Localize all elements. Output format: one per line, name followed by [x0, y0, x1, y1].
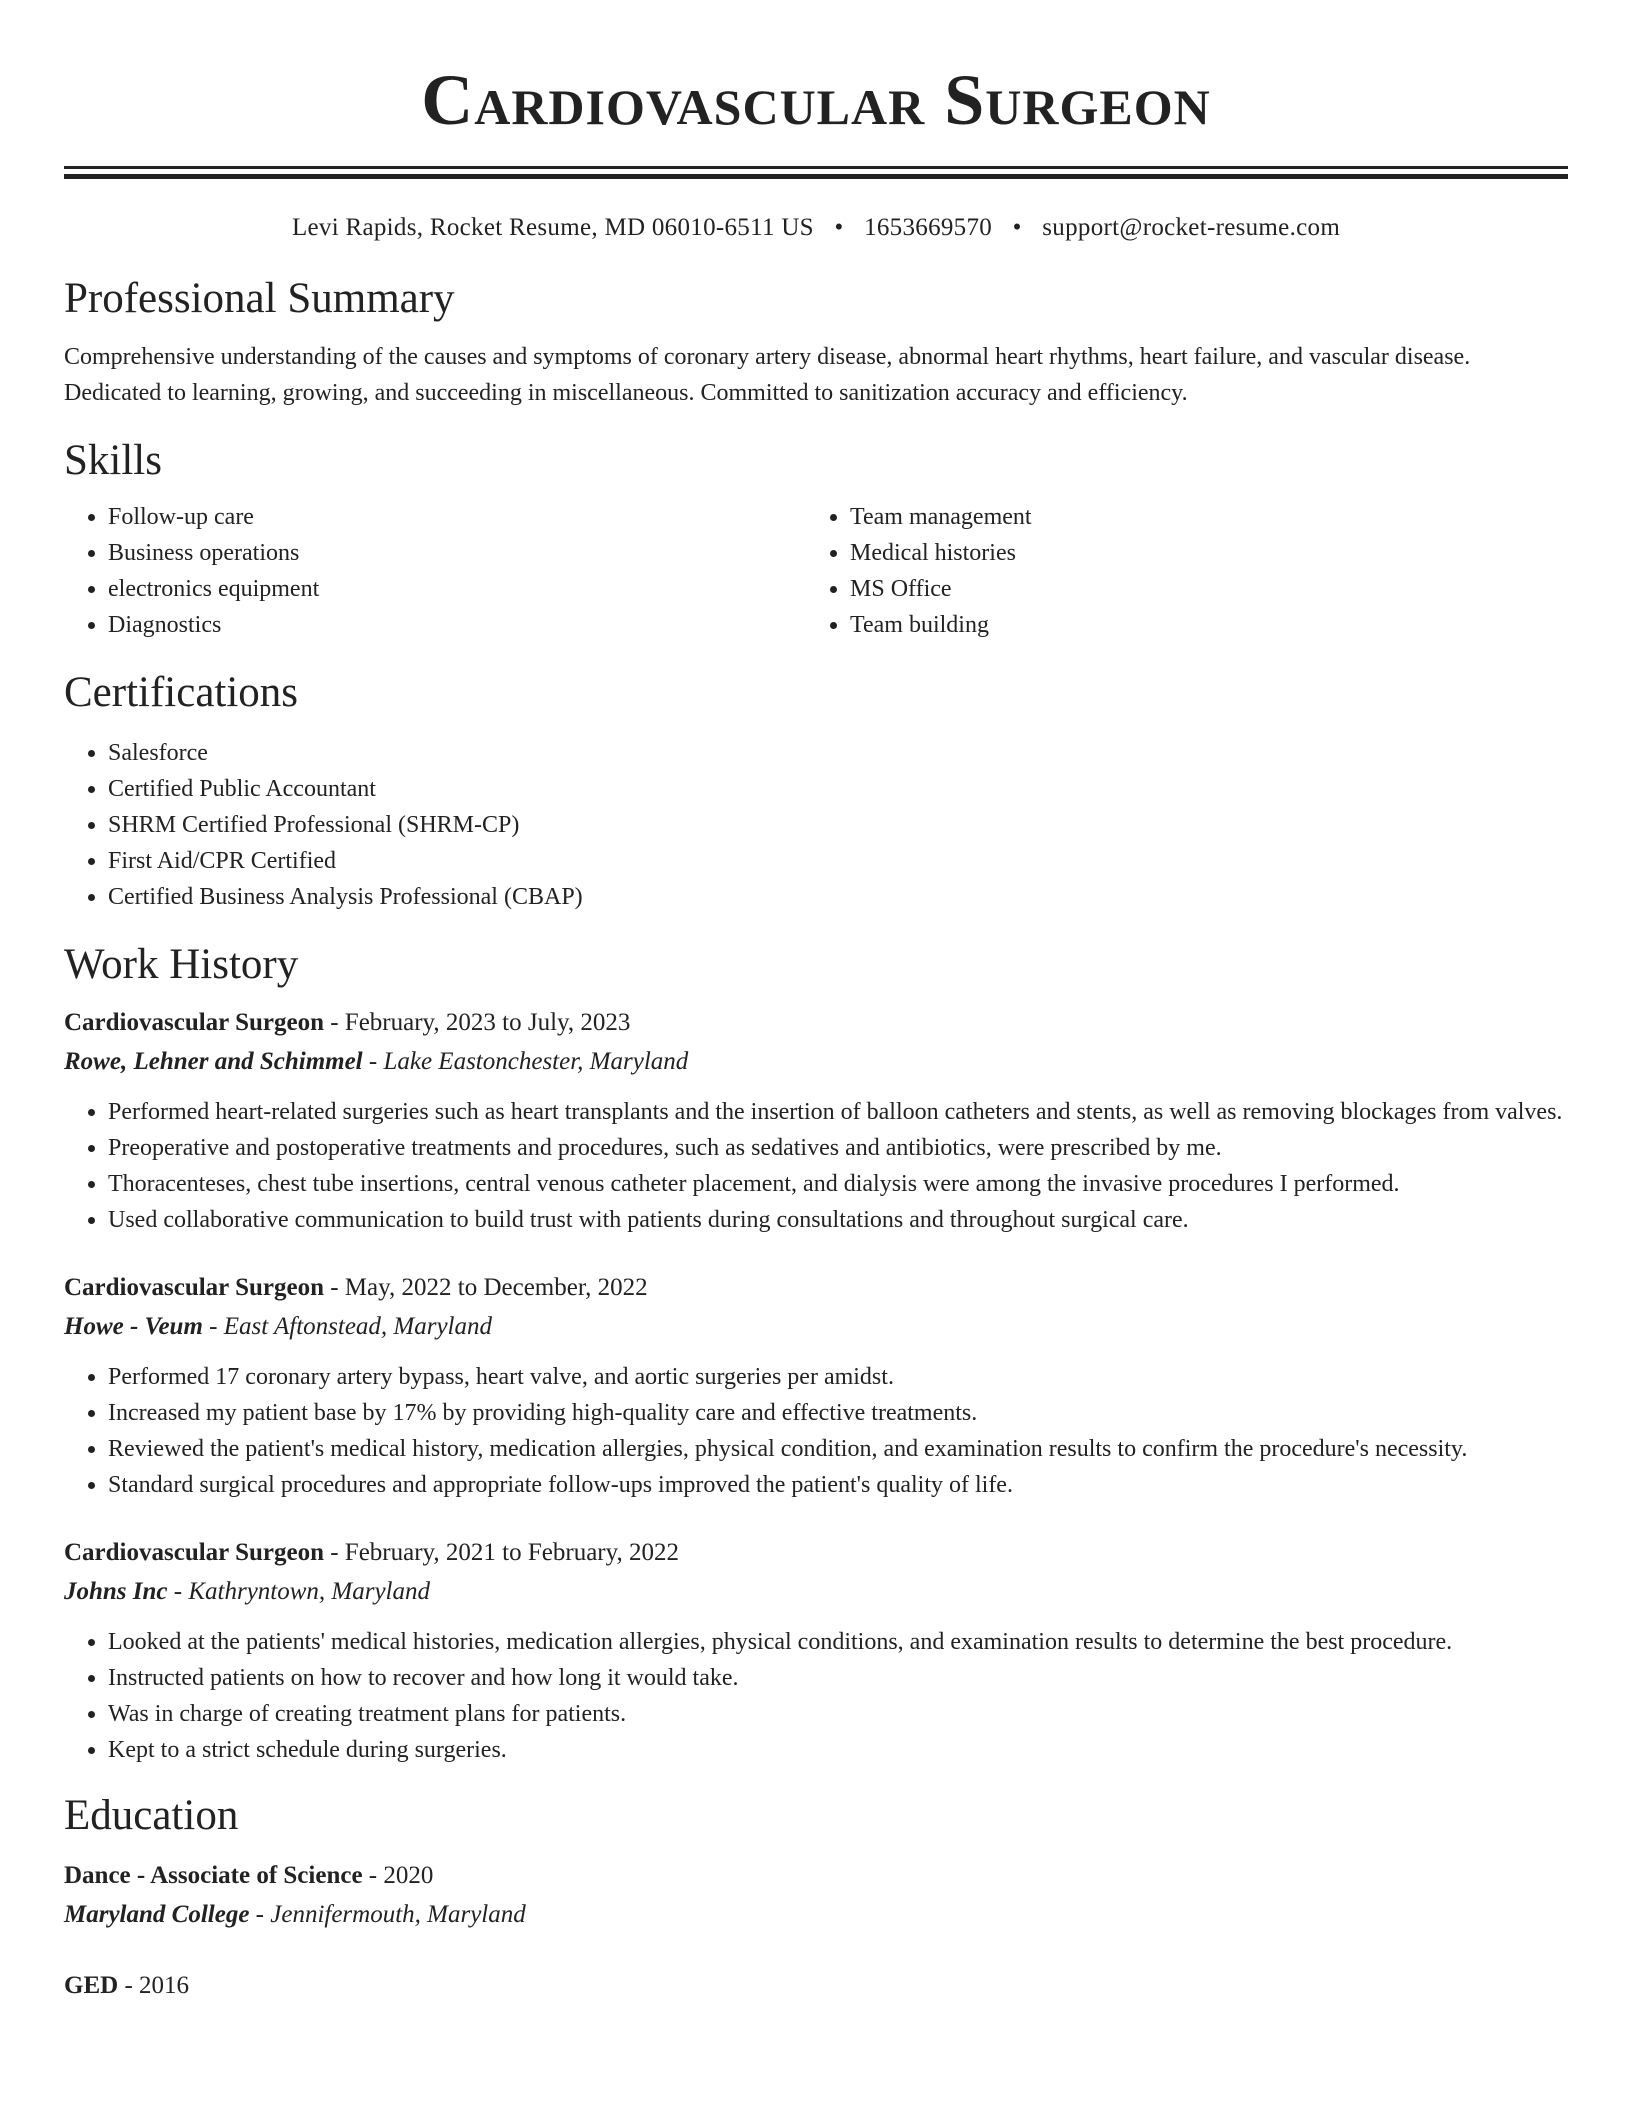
job-location: - East Aftonstead, Maryland: [202, 1313, 493, 1340]
contact-email: support@rocket-resume.com: [1042, 214, 1341, 241]
list-item: • Performed 17 coronary artery bypass, heart valve, and aortic surgeries per amidst.: [108, 1359, 1568, 1395]
job-employer: Rowe, Lehner and Schimmel: [64, 1048, 363, 1075]
job-role: Cardiovascular Surgeon: [64, 1274, 324, 1301]
list-item: • Instructed patients on how to recover and how long it would take.: [108, 1660, 1568, 1696]
list-item: • Medical histories: [850, 535, 1548, 571]
contact-address: Levi Rapids, Rocket Resume, MD 06010-6511 US: [291, 214, 814, 241]
list-item: • Standard surgical procedures and appropriate follow-ups improved the patient's quality of life.: [108, 1467, 1568, 1503]
list-item: • MS Office: [850, 571, 1548, 607]
list-item: • Diagnostics: [108, 607, 806, 643]
job-dates: - February, 2023 to July, 2023: [323, 1009, 631, 1036]
resume-name: Cardiovascular Surgeon: [421, 60, 1211, 140]
skills-list-left: [64, 499, 806, 643]
job-title-line: [64, 1003, 1568, 1042]
education-entry: [64, 1966, 1568, 2005]
education-degree-line: [64, 1856, 1568, 1895]
list-item: • Follow-up care: [108, 499, 806, 535]
job-bullets: [64, 1624, 1568, 1768]
job-bullets: [64, 1094, 1568, 1238]
job-entry: [64, 1533, 1568, 1768]
contact-line: [64, 211, 1568, 245]
list-item: • electronics equipment: [108, 571, 806, 607]
list-item: • First Aid/CPR Certified: [108, 843, 1568, 879]
job-role: Cardiovascular Surgeon: [64, 1539, 324, 1566]
job-dates: - February, 2021 to February, 2022: [323, 1539, 680, 1566]
job-bullets: [64, 1359, 1568, 1503]
list-item: • Thoracenteses, chest tube insertions, central venous catheter placement, and dialysis were among the invasive procedures I performed.: [108, 1166, 1568, 1202]
list-item: • Reviewed the patient's medical history, medication allergies, physical condition, and examination results to confirm the procedure's necessity.: [108, 1431, 1568, 1467]
list-item: • Increased my patient base by 17% by providing high-quality care and effective treatments.: [108, 1395, 1568, 1431]
certifications-list: [64, 735, 1568, 915]
job-employer-line: [64, 1042, 1568, 1081]
certifications-heading: Certifications: [64, 669, 299, 716]
job-title-line: [64, 1533, 1568, 1572]
job-role: Cardiovascular Surgeon: [64, 1009, 324, 1036]
job-title-line: [64, 1268, 1568, 1307]
header-double-rule: [64, 166, 1568, 179]
list-item: • Certified Business Analysis Professional (CBAP): [108, 879, 1568, 915]
contact-separator: •: [1012, 214, 1022, 241]
list-item: • Team building: [850, 607, 1548, 643]
skills-list-right: [806, 499, 1548, 643]
skills-grid: [64, 499, 1568, 643]
job-employer-line: [64, 1572, 1568, 1611]
job-entry: [64, 1003, 1568, 1238]
job-employer: Howe - Veum: [64, 1313, 203, 1340]
job-dates: - May, 2022 to December, 2022: [323, 1274, 648, 1301]
education-school-line: [64, 1895, 1568, 1934]
work-history-heading: Work History: [64, 941, 299, 988]
education-heading: Education: [64, 1792, 239, 1839]
education-entry: [64, 1856, 1568, 1934]
education-school: Maryland College: [64, 1901, 250, 1928]
job-location: - Lake Eastonchester, Maryland: [362, 1048, 689, 1075]
list-item: • Certified Public Accountant: [108, 771, 1568, 807]
list-item: • Looked at the patients' medical histories, medication allergies, physical conditions, and examination results to determine the best procedure.: [108, 1624, 1568, 1660]
education-degree-line: [64, 1966, 1568, 2005]
education-year: - 2016: [118, 1972, 190, 1999]
education-degree: GED: [64, 1972, 119, 1999]
summary-heading: Professional Summary: [64, 275, 455, 322]
contact-separator: •: [834, 214, 844, 241]
list-item: • Salesforce: [108, 735, 1568, 771]
job-location: - Kathryntown, Maryland: [167, 1578, 431, 1605]
list-item: • SHRM Certified Professional (SHRM-CP): [108, 807, 1568, 843]
contact-phone: 1653669570: [864, 214, 993, 241]
list-item: • Team management: [850, 499, 1548, 535]
list-item: • Kept to a strict schedule during surgeries.: [108, 1732, 1568, 1768]
education-location: - Jennifermouth, Maryland: [249, 1901, 526, 1928]
education-degree: Dance - Associate of Science: [64, 1862, 363, 1889]
list-item: • Was in charge of creating treatment plans for patients.: [108, 1696, 1568, 1732]
list-item: • Preoperative and postoperative treatments and procedures, such as sedatives and antibiotics, were prescribed by me.: [108, 1130, 1568, 1166]
skills-heading: Skills: [64, 437, 162, 484]
list-item: • Performed heart-related surgeries such as heart transplants and the insertion of balloon catheters and stents, as well as removing blockages from valves.: [108, 1094, 1568, 1130]
education-year: - 2020: [362, 1862, 434, 1889]
list-item: • Business operations: [108, 535, 806, 571]
job-employer-line: [64, 1307, 1568, 1346]
resume-page: [64, 0, 1568, 2005]
job-employer: Johns Inc: [64, 1578, 168, 1605]
list-item: • Used collaborative communication to build trust with patients during consultations and throughout surgical care.: [108, 1202, 1568, 1238]
summary-text: Comprehensive understanding of the causes and symptoms of coronary artery disease, abnormal heart rhythms, heart failure, and vascular disease. Dedicated to learning, growing, and succeeding in miscellaneous. Committed to sanitization accuracy and efficiency.: [64, 344, 1471, 406]
job-entry: [64, 1268, 1568, 1503]
